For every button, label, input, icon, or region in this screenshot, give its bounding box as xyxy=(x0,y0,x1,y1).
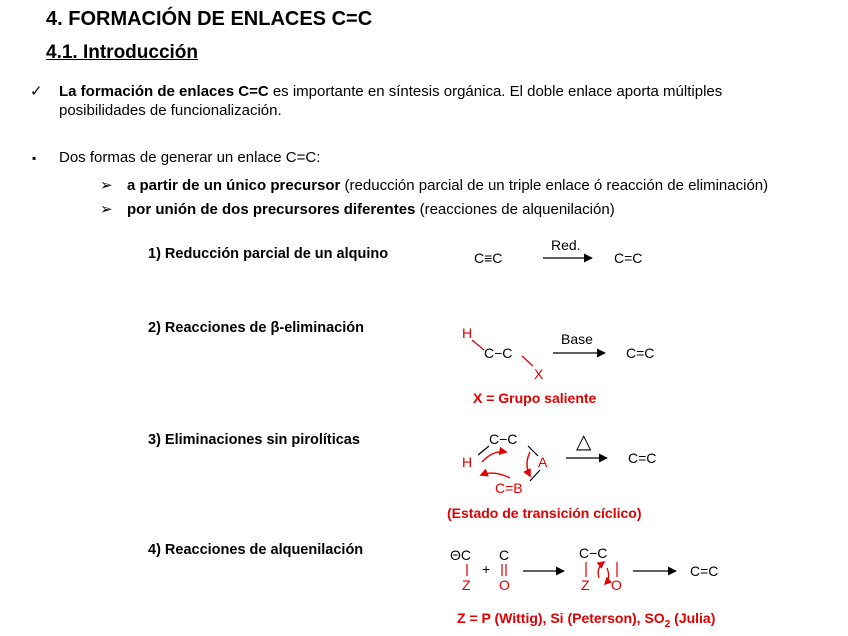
hydrogen-atom: H xyxy=(462,454,473,470)
scheme-3 xyxy=(447,431,656,521)
alkyne: C≡C xyxy=(474,250,503,266)
list-item-bold: a partir de un único precursor xyxy=(127,177,341,194)
bond xyxy=(478,446,489,455)
oxygen-atom: O xyxy=(499,577,510,593)
ring-z: Z xyxy=(581,577,590,593)
carbon-chain: C−C xyxy=(484,345,513,361)
reaction-3-label: 3) Eliminaciones sin pirolíticas xyxy=(148,432,360,448)
plus-sign: + xyxy=(482,561,491,577)
alkene-product: C=C xyxy=(614,250,643,266)
scheme-4 xyxy=(450,545,718,630)
bond xyxy=(530,470,540,481)
ring-bottom: C=B xyxy=(495,480,523,496)
curved-arrow xyxy=(598,562,604,578)
reaction-2-label-pre: 2) Reacciones de xyxy=(148,320,271,336)
leaving-group-x: X xyxy=(534,366,544,382)
ring-top: C−C xyxy=(489,431,518,447)
list-item-rest: (reacciones de alquenilación) xyxy=(415,201,615,218)
alkene-product: C=C xyxy=(628,450,657,466)
reaction-2-label-post: -eliminación xyxy=(279,320,364,336)
reaction-4-label: 4) Reacciones de alquenilación xyxy=(148,542,364,558)
curved-arrow xyxy=(605,568,609,584)
carbonyl-carbon: C xyxy=(499,547,510,563)
curved-arrow xyxy=(481,473,510,478)
arrow-bullet-icon: ➢ xyxy=(100,177,113,194)
square-bullet-icon: ▪ xyxy=(32,151,37,165)
checkmark-icon: ✓ xyxy=(30,83,43,100)
alkene-product: C=C xyxy=(626,345,655,361)
list-item-rest: (reducción parcial de un triple enlace ó reacción de eliminación) xyxy=(340,177,769,194)
atom-z: Z xyxy=(462,577,471,593)
reagent-base: Base xyxy=(561,331,593,347)
arrow-bullet-icon: ➢ xyxy=(100,201,113,218)
note-subscript: 2 xyxy=(664,619,671,630)
section-title: 4.1. Introducción xyxy=(46,42,199,63)
heat-triangle-icon: △ xyxy=(576,431,592,453)
atom-a: A xyxy=(538,454,548,470)
hydrogen-atom: H xyxy=(462,325,473,341)
curved-arrow xyxy=(482,452,506,462)
bond-h xyxy=(472,340,484,350)
bond-x xyxy=(522,356,533,366)
note-end: (Julia) xyxy=(670,610,716,626)
intro-bold: La formación de enlaces C=C xyxy=(59,83,269,100)
ring-oxygen: O xyxy=(611,577,622,593)
reaction-1-label: 1) Reducción parcial de un alquino xyxy=(148,246,389,262)
ways-intro: Dos formas de generar un enlace C=C: xyxy=(59,149,321,166)
alkene-product: C=C xyxy=(690,563,719,579)
named-reactions-note xyxy=(457,610,715,630)
ring-top: C−C xyxy=(579,545,608,561)
transition-state-note: (Estado de transición cíclico) xyxy=(447,505,642,521)
intro-rest: es importante en síntesis orgánica. El doble enlace aporta múltiples xyxy=(268,83,723,100)
note-main: Z = P (Wittig), Si (Peterson), SO xyxy=(457,610,665,626)
curved-arrow xyxy=(527,452,530,476)
intro-line2: posibilidades de funcionalización. xyxy=(59,102,282,119)
scheme-2 xyxy=(462,325,654,406)
anion-carbon: ΘC xyxy=(450,547,471,563)
scheme-1 xyxy=(474,237,642,266)
reagent-red: Red. xyxy=(551,237,581,253)
page-title: 4. FORMACIÓN DE ENLACES C=C xyxy=(46,8,373,30)
beta-symbol: β xyxy=(270,320,280,336)
leaving-group-note: X = Grupo saliente xyxy=(473,390,597,406)
list-item-bold: por unión de dos precursores diferentes xyxy=(127,201,416,218)
